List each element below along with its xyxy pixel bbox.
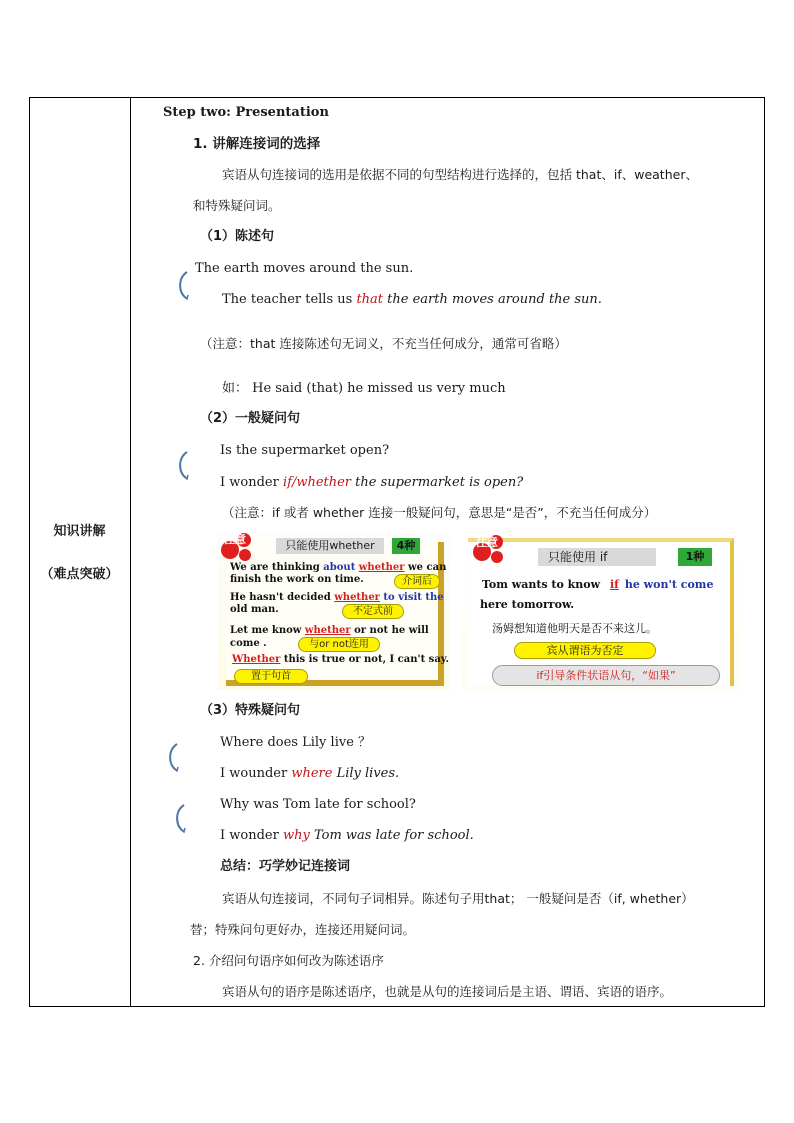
whether-line7: Whether this is true or not, I can't say. <box>232 654 449 665</box>
sub2-note: （注意：if 或者 whether 连接一般疑问句，意思是“是否”，不充当任何成分） <box>222 505 657 520</box>
whether-line3: He hasn't decided whether to visit the <box>230 592 444 603</box>
whether-pill-infinitive: 不定式前 <box>342 604 404 619</box>
sub1-example1: The earth moves around the sun. <box>195 261 414 276</box>
curved-arrow-icon <box>176 270 190 300</box>
sub3-example1: Where does Lily live ？ <box>220 735 372 750</box>
whether-line5: Let me know whether or not he will <box>230 625 429 636</box>
sub3-heading: （3）特殊疑问句 <box>200 703 301 718</box>
sub1-heading: （1）陈述句 <box>200 229 275 244</box>
if-line1: Tom wants to know if he won't come <box>482 578 714 591</box>
table-column-divider <box>130 97 131 1007</box>
curved-arrow-icon <box>173 803 187 833</box>
curved-arrow-icon <box>166 742 180 772</box>
whether-pill-preposition: 介词后 <box>394 574 440 589</box>
attention-badge-text: 注意 <box>476 536 498 549</box>
section1-heading: 1. 讲解连接词的选择 <box>193 136 321 152</box>
summary-line1: 宾语从句连接词，不同句子词相异。陈述句子用that； 一般疑问是否（if, whether） <box>222 891 694 906</box>
attention-badge-text: 注意 <box>224 533 246 546</box>
summary-line2: 替；特殊问句更好办，连接还用疑问词。 <box>190 922 416 937</box>
step-title: Step two: Presentation <box>163 105 329 120</box>
if-count-badge: 1种 <box>678 548 712 566</box>
if-line3: 汤姆想知道他明天是否不来这儿。 <box>492 622 657 635</box>
sub1-example2: The teacher tells us that the earth moves around the sun. <box>222 292 602 307</box>
sub1-note: （注意：that 连接陈述句无词义，不充当任何成分，通常可省略） <box>200 336 567 351</box>
whether-pill-sentence-start: 置于句首 <box>234 669 308 684</box>
whether-count-badge: 4种 <box>392 538 420 554</box>
sub1-example-sentence: 如： He said (that) he missed us very much <box>222 381 506 396</box>
section1-paragraph-line1: 宾语从句连接词的选用是依据不同的句型结构进行选择的，包括 that、if、weather、 <box>222 167 698 182</box>
section2-heading: 2. 介绍问句语序如何改为陈述语序 <box>193 953 384 968</box>
if-header-label: 只能使用 if <box>538 548 656 566</box>
sub2-example1: Is the supermarket open? <box>220 443 390 458</box>
category-sublabel: （难点突破） <box>40 567 119 582</box>
curved-arrow-icon <box>176 450 190 480</box>
sub3-example3: Why was Tom late for school? <box>220 797 416 812</box>
left-category-cell <box>29 520 130 582</box>
sub3-example4: I wonder why Tom was late for school. <box>220 828 474 843</box>
if-pill-conditional: if引导条件状语从句，“如果” <box>492 665 720 686</box>
whether-usage-image <box>218 532 450 690</box>
if-pill-negative: 宾从谓语为否定 <box>514 642 656 659</box>
whether-line1: We are thinking about whether we can <box>230 562 447 573</box>
section1-paragraph-line2: 和特殊疑问词。 <box>193 198 281 213</box>
summary-heading: 总结：巧学妙记连接词 <box>220 859 351 874</box>
whether-line2: finish the work on time. <box>230 574 364 585</box>
whether-pill-or-not: 与or not连用 <box>298 637 380 652</box>
if-line2: here tomorrow. <box>480 598 575 611</box>
section2-paragraph: 宾语从句的语序是陈述语序，也就是从句的连接词后是主语、谓语、宾语的语序。 <box>222 984 673 999</box>
whether-line4: old man. <box>230 604 279 615</box>
sub2-heading: （2）一般疑问句 <box>200 411 301 426</box>
if-usage-image <box>462 532 740 690</box>
sub2-example2: I wonder if/whether the supermarket is open? <box>220 475 524 490</box>
sub3-example2: I wounder where Lily lives. <box>220 766 400 781</box>
whether-line6: come . <box>230 638 267 649</box>
whether-header-label: 只能使用whether <box>276 538 384 554</box>
category-label: 知识讲解 <box>53 524 106 539</box>
